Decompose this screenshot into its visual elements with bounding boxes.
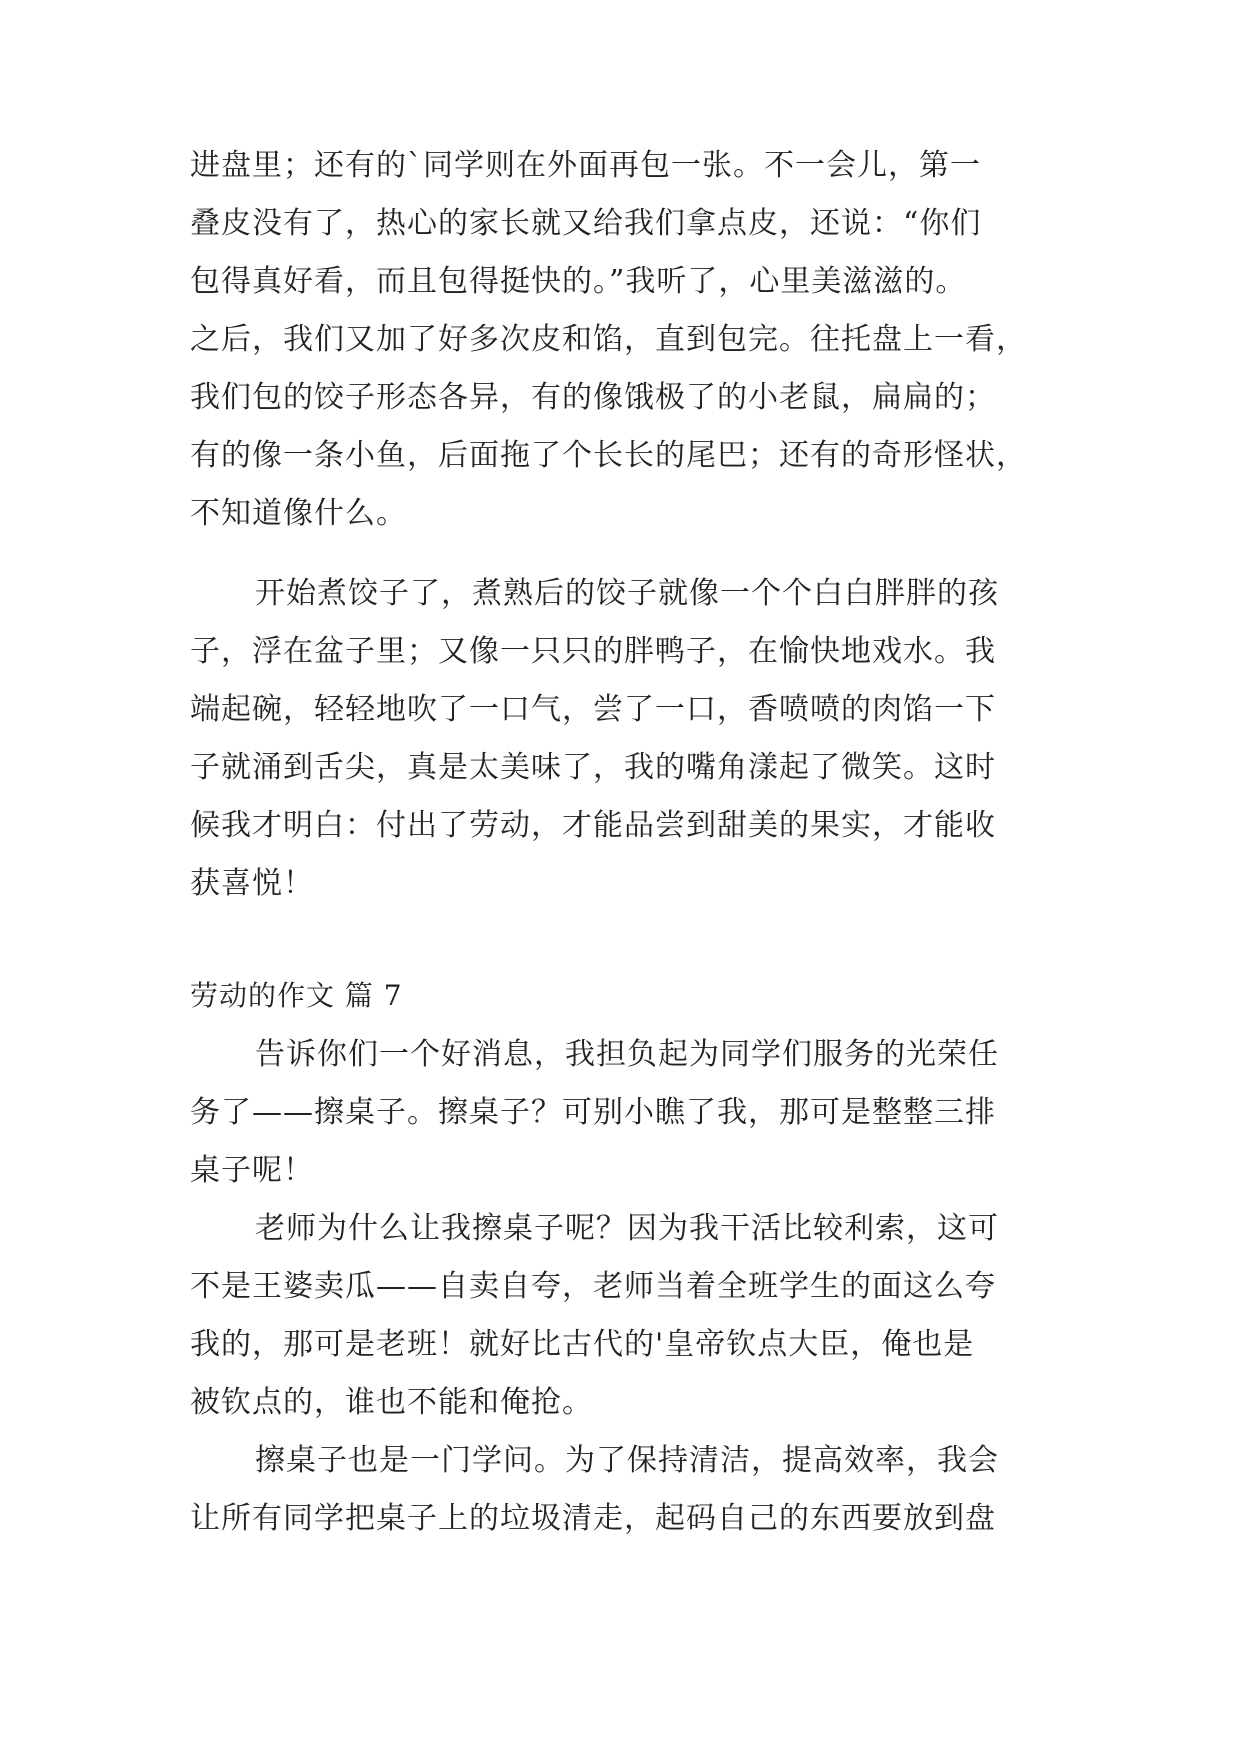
text-line: 桌子呢！ [190,1153,314,1188]
text-line: 老师为什么让我擦桌子呢？因为我干活比较利索，这可 [255,1211,999,1246]
paragraph-cooking [190,565,1060,913]
paragraph-why-me [190,1200,1060,1432]
text-line: 不知道像什么。 [190,496,407,531]
section-heading: 劳动的作文 篇 7 [190,979,403,1012]
text-line: 子就涌到舌尖，真是太美味了，我的嘴角漾起了微笑。这时 [190,750,996,785]
text-line: 之后，我们又加了好多次皮和馅，直到包完。往托盘上一看， [190,322,1027,357]
text-line: 告诉你们一个好消息，我担负起为同学们服务的光荣任 [255,1037,999,1072]
paragraph-good-news [190,1026,1060,1200]
text-line: 擦桌子也是一门学问。为了保持清洁，提高效率，我会 [255,1443,999,1478]
text-line: 开始煮饺子了，煮熟后的饺子就像一个个白白胖胖的孩 [255,576,999,611]
text-line: 叠皮没有了，热心的家长就又给我们拿点皮，还说：“你们 [190,206,982,241]
text-line: 获喜悦！ [190,866,314,901]
text-line: 子，浮在盆子里；又像一只只的胖鸭子，在愉快地戏水。我 [190,634,996,669]
text-line: 被钦点的，谁也不能和俺抢。 [190,1385,593,1420]
text-line: 让所有同学把桌子上的垃圾清走，起码自己的东西要放到盘 [190,1501,996,1536]
text-line: 包得真好看，而且包得挺快的。”我听了，心里美滋滋的。 [190,264,967,299]
text-line: 我们包的饺子形态各异，有的像饿极了的小老鼠，扁扁的； [190,380,996,415]
text-line: 不是王婆卖瓜——自卖自夸，老师当着全班学生的面这么夸 [190,1269,996,1304]
text-line: 端起碗，轻轻地吹了一口气，尝了一口，香喷喷的肉馅一下 [190,692,996,727]
text-line: 有的像一条小鱼，后面拖了个长长的尾巴；还有的奇形怪状， [190,438,1027,473]
text-line: 候我才明白：付出了劳动，才能品尝到甜美的果实，才能收 [190,808,996,843]
paragraph-method [190,1432,1060,1548]
text-line: 进盘里；还有的`同学则在外面再包一张。不一会儿，第一 [190,148,981,183]
text-line: 务了——擦桌子。擦桌子？可别小瞧了我，那可是整整三排 [190,1095,996,1130]
text-line: 我的，那可是老班！就好比古代的'皇帝钦点大臣，俺也是 [190,1327,975,1362]
paragraph-continued [190,137,1060,543]
